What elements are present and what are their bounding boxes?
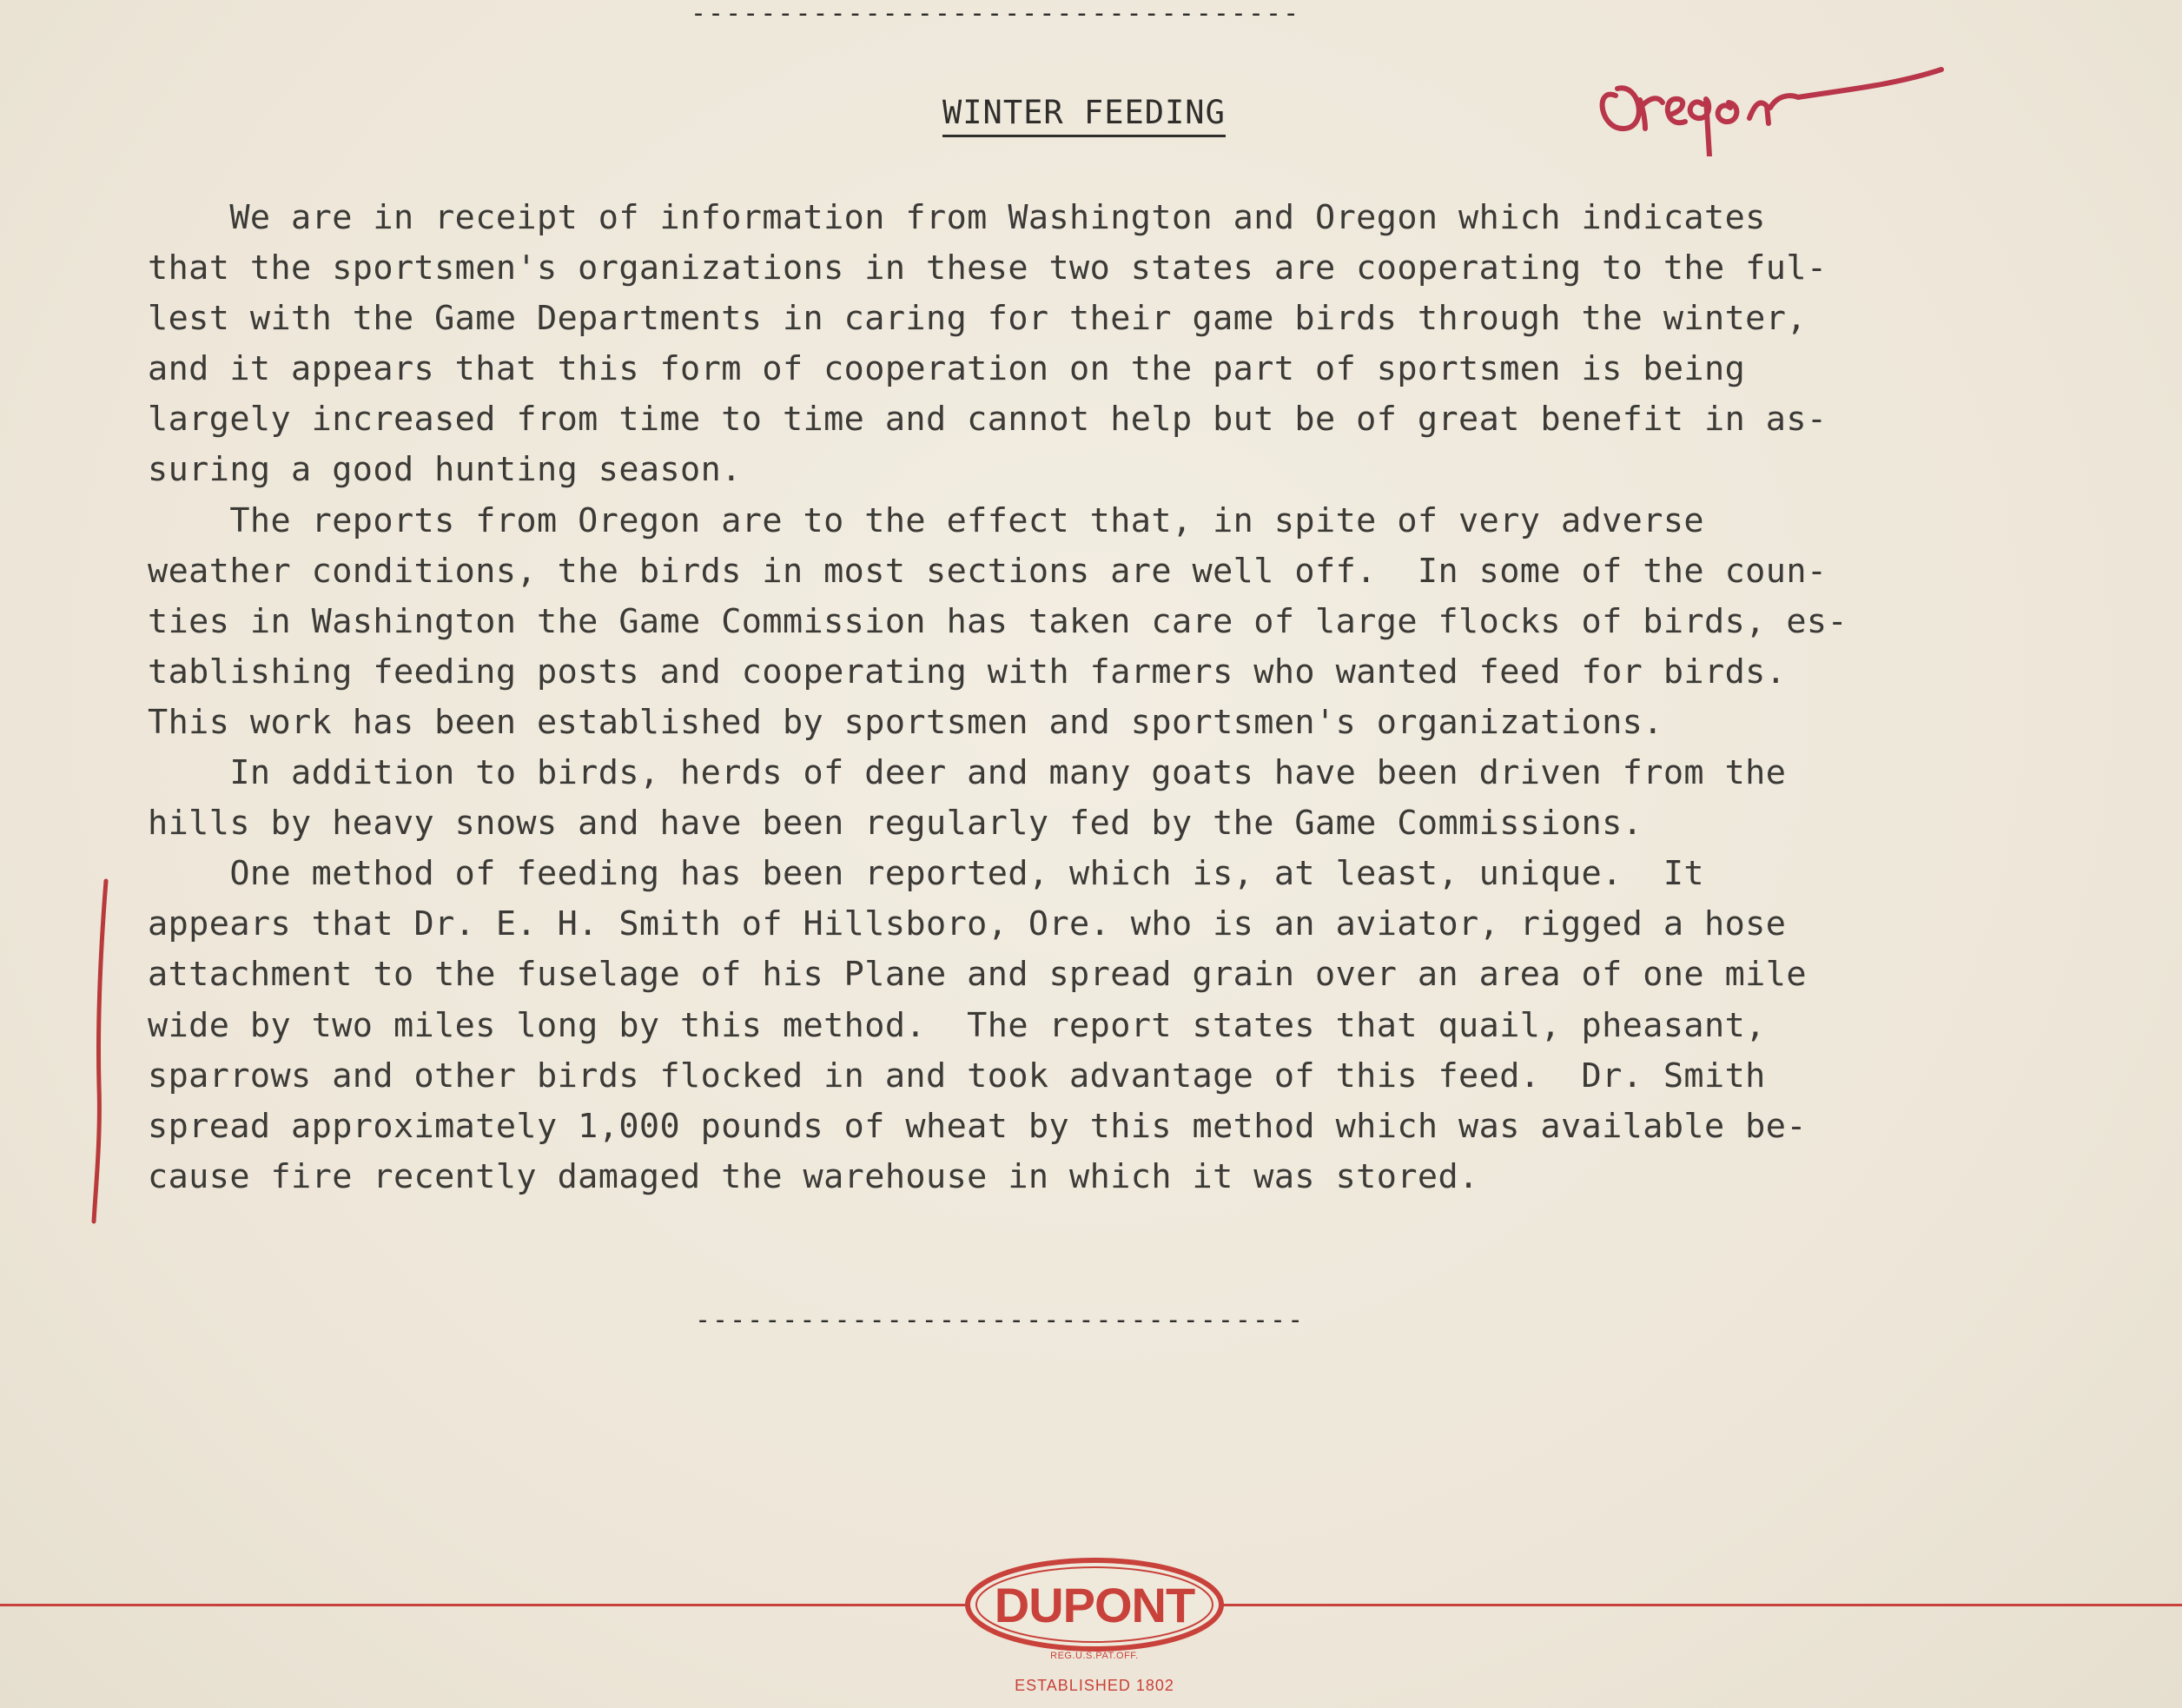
memo-body bbox=[148, 193, 2059, 1202]
letterhead-rule-right bbox=[1223, 1604, 2182, 1606]
text-line: sparrows and other birds flocked in and took advantage of this feed. Dr. Smith bbox=[148, 1056, 1766, 1096]
top-dashed-rule: ----------------------------------- bbox=[691, 0, 1301, 29]
established-text: ESTABLISHED 1802 bbox=[1015, 1677, 1174, 1694]
text-line: The reports from Oregon are to the effect that, in spite of very adverse bbox=[148, 500, 1705, 540]
dupont-oval-logo bbox=[962, 1555, 1227, 1654]
text-line: This work has been established by sportsmen and sportsmen's organizations. bbox=[148, 702, 1663, 742]
text-line: In addition to birds, herds of deer and many goats have been driven from the bbox=[148, 753, 1787, 793]
red-pencil-margin-mark bbox=[83, 877, 118, 1225]
handwritten-oregon-note bbox=[1590, 35, 1972, 156]
bottom-dashed-rule: ----------------------------------- bbox=[695, 1305, 1306, 1335]
text-line: largely increased from time to time and cannot help but be of great benefit in as- bbox=[148, 400, 1828, 440]
text-line: lest with the Game Departments in caring for their game birds through the winter, bbox=[148, 299, 1807, 339]
letterhead-rule-left bbox=[0, 1604, 966, 1606]
text-line: hills by heavy snows and have been regularly fed by the Game Commissions. bbox=[148, 804, 1643, 844]
text-line: cause fire recently damaged the warehouse in which it was stored. bbox=[148, 1156, 1479, 1196]
reg-trademark-text: REG.U.S.PAT.OFF. bbox=[1050, 1651, 1139, 1661]
text-line: and it appears that this form of cooperation on the part of sportsmen is being bbox=[148, 349, 1746, 389]
text-line: weather conditions, the birds in most sections are well off. In some of the coun- bbox=[148, 551, 1828, 591]
text-line: wide by two miles long by this method. The report states that quail, pheasant, bbox=[148, 1005, 1766, 1045]
text-line: appears that Dr. E. H. Smith of Hillsboro, Ore. who is an aviator, rigged a hose bbox=[148, 904, 1787, 944]
text-line: One method of feeding has been reported, which is, at least, unique. It bbox=[148, 854, 1705, 894]
text-line: that the sportsmen's organizations in these two states are cooperating to the ful- bbox=[148, 248, 1828, 288]
logo-text: DUPONT bbox=[994, 1578, 1195, 1632]
text-line: ties in Washington the Game Commission has taken care of large flocks of birds, es- bbox=[148, 601, 1848, 641]
text-line: suring a good hunting season. bbox=[148, 450, 742, 490]
document-heading: WINTER FEEDING bbox=[942, 94, 1226, 137]
text-line: attachment to the fuselage of his Plane and spread grain over an area of one mile bbox=[148, 955, 1807, 995]
text-line: tablishing feeding posts and cooperating with farmers who wanted feed for birds. bbox=[148, 652, 1787, 692]
text-line: spread approximately 1,000 pounds of wheat by this method which was available be- bbox=[148, 1106, 1807, 1146]
text-line: We are in receipt of information from Washington and Oregon which indicates bbox=[148, 198, 1766, 237]
